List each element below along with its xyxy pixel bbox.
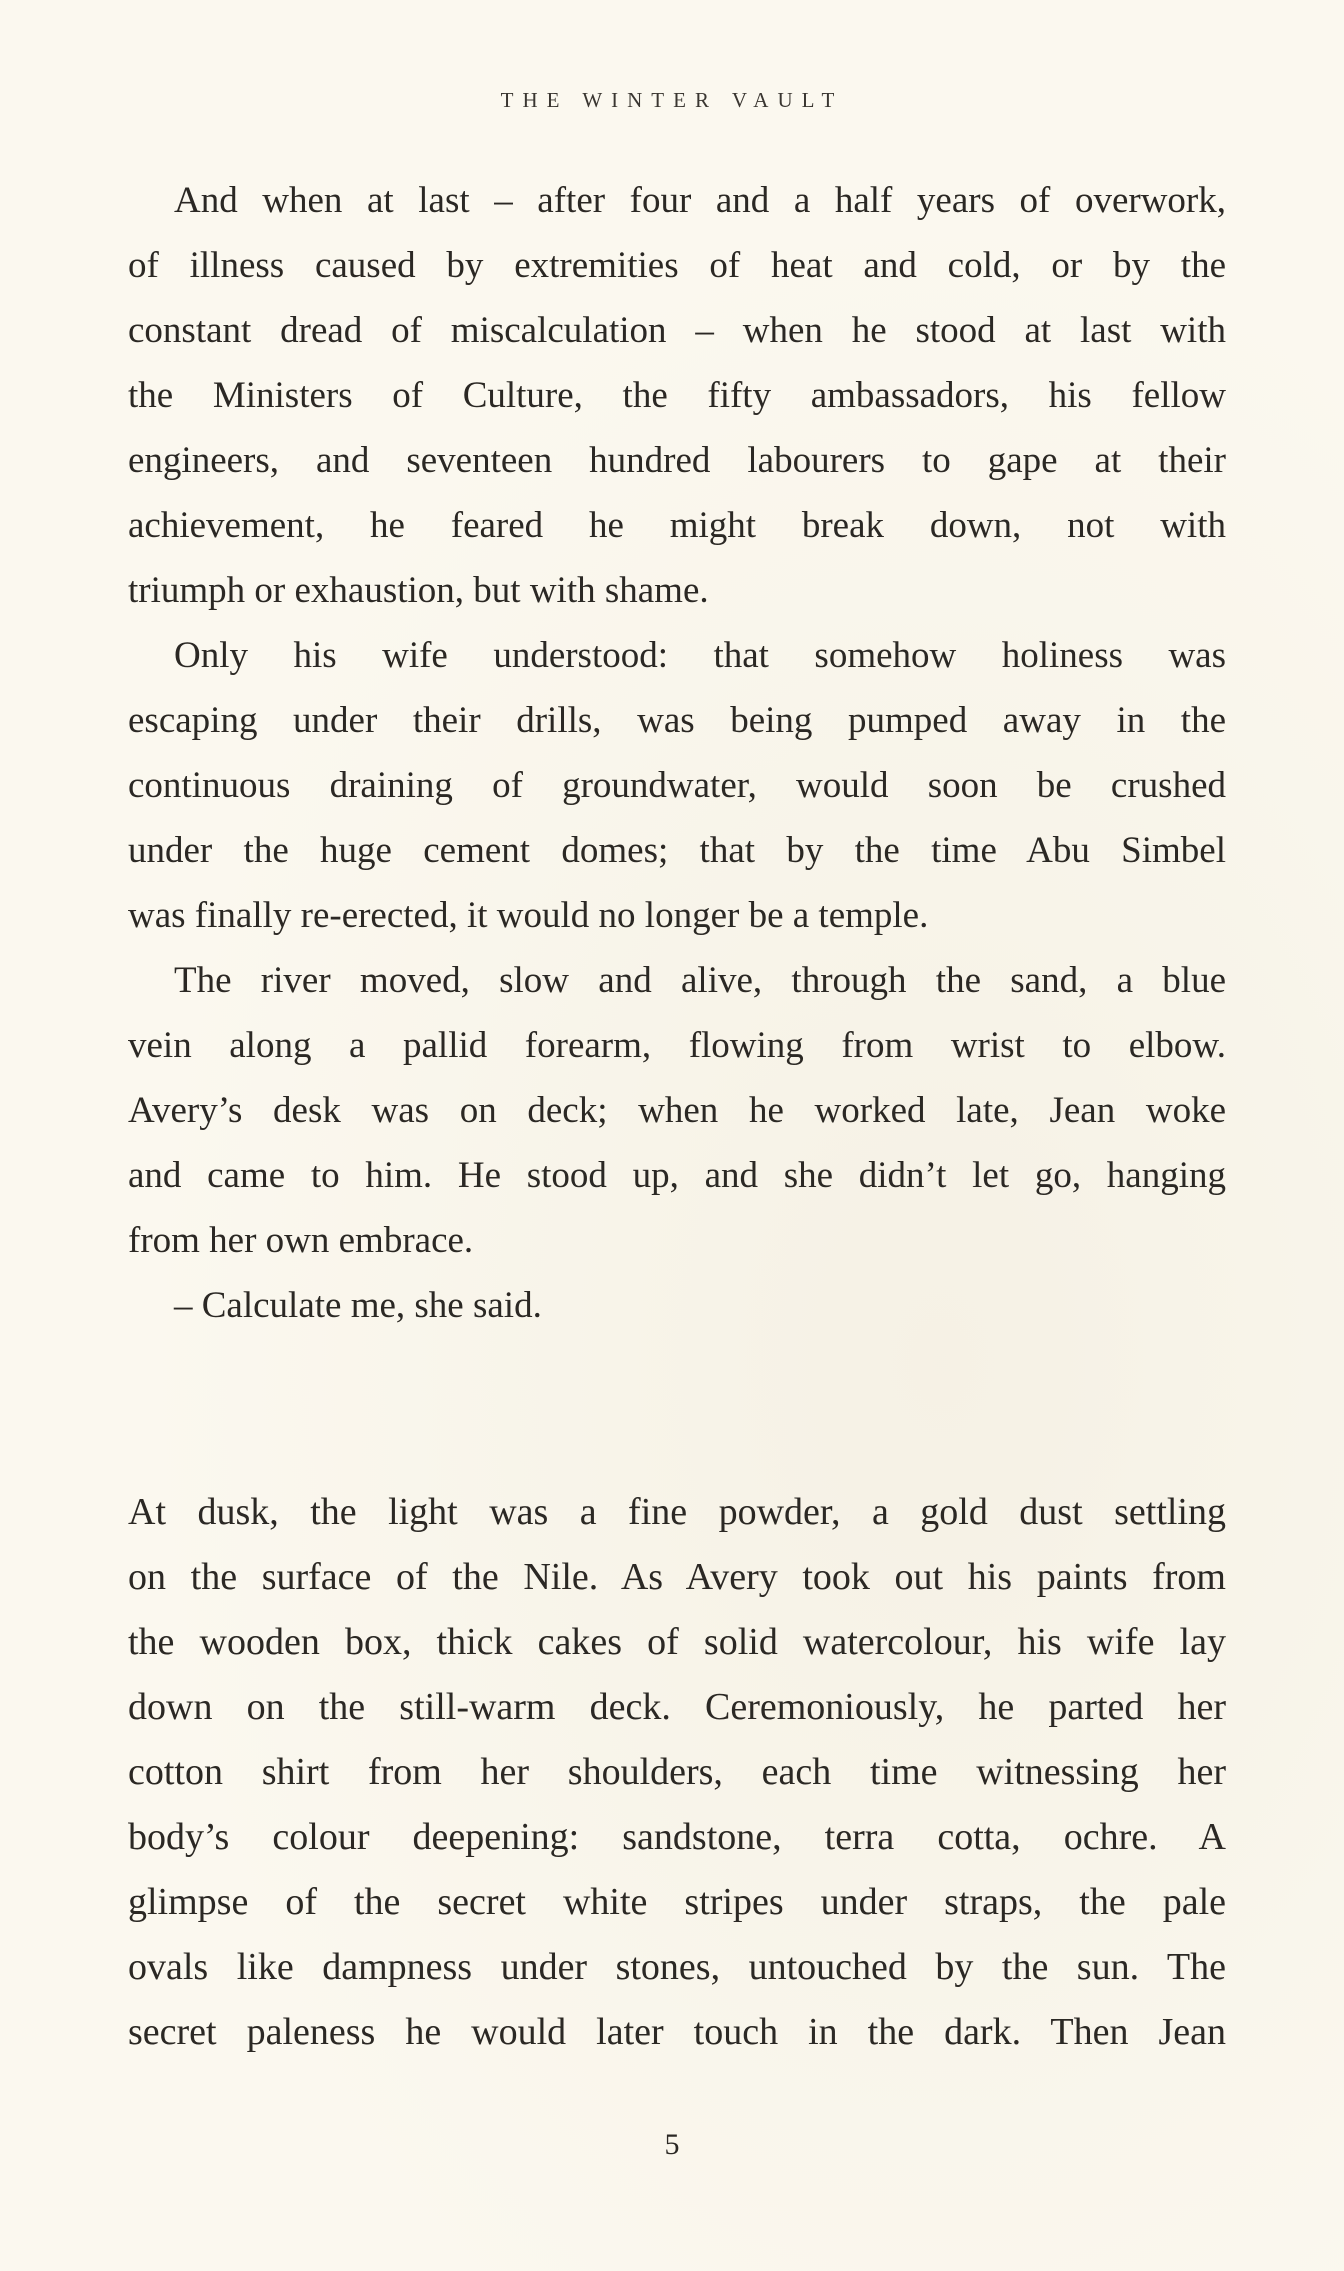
text-line: escaping under their drills, was being pumped away in the [128,700,1226,741]
text-line: vein along a pallid forearm, flowing from wrist to elbow. [128,1025,1226,1066]
text-line: Only his wife understood: that somehow holiness was [174,635,1226,676]
text-line: the wooden box, thick cakes of solid watercolour, his wife lay [128,1621,1226,1663]
text-line: was finally re-erected, it would no longer be a temple. [128,895,929,936]
text-line: And when at last – after four and a half years of overwork, [174,180,1226,221]
section-2 [128,1480,1226,2065]
paragraph-4 [128,1273,1226,1338]
text-line: on the surface of the Nile. As Avery took out his paints from [128,1556,1226,1598]
text-line: the Ministers of Culture, the fifty ambassadors, his fellow [128,375,1226,416]
text-line: At dusk, the light was a fine powder, a gold dust settling [128,1491,1226,1533]
text-line: constant dread of miscalculation – when he stood at last with [128,310,1226,351]
text-line: achievement, he feared he might break down, not with [128,505,1226,546]
text-line: – Calculate me, she said. [174,1285,542,1326]
text-line: glimpse of the secret white stripes under straps, the pale [128,1881,1226,1923]
text-line: from her own embrace. [128,1220,474,1261]
paragraph-3 [128,948,1226,1273]
text-line: body’s colour deepening: sandstone, terra cotta, ochre. A [128,1816,1226,1858]
text-line: The river moved, slow and alive, through the sand, a blue [174,960,1226,1001]
text-line: engineers, and seventeen hundred labourers to gape at their [128,440,1226,481]
text-line: cotton shirt from her shoulders, each time witnessing her [128,1751,1226,1793]
section-1 [128,168,1226,1338]
text-line: ovals like dampness under stones, untouched by the sun. The [128,1946,1226,1988]
page-number: 5 [664,2128,680,2161]
text-line: triumph or exhaustion, but with shame. [128,570,709,611]
text-line: secret paleness he would later touch in the dark. Then Jean [128,2011,1226,2053]
text-line: under the huge cement domes; that by the time Abu Simbel [128,830,1226,871]
paragraph-2 [128,623,1226,948]
text-line: continuous draining of groundwater, would soon be crushed [128,765,1226,806]
text-line: of illness caused by extremities of heat and cold, or by the [128,245,1226,286]
paragraph-1 [128,168,1226,623]
text-line: down on the still-warm deck. Ceremoniously, he parted her [128,1686,1226,1728]
running-head: THE WINTER VAULT [500,88,844,112]
text-line: Avery’s desk was on deck; when he worked late, Jean woke [128,1090,1226,1131]
paragraph-5 [128,1480,1226,2065]
text-line: and came to him. He stood up, and she didn’t let go, hanging [128,1155,1226,1196]
